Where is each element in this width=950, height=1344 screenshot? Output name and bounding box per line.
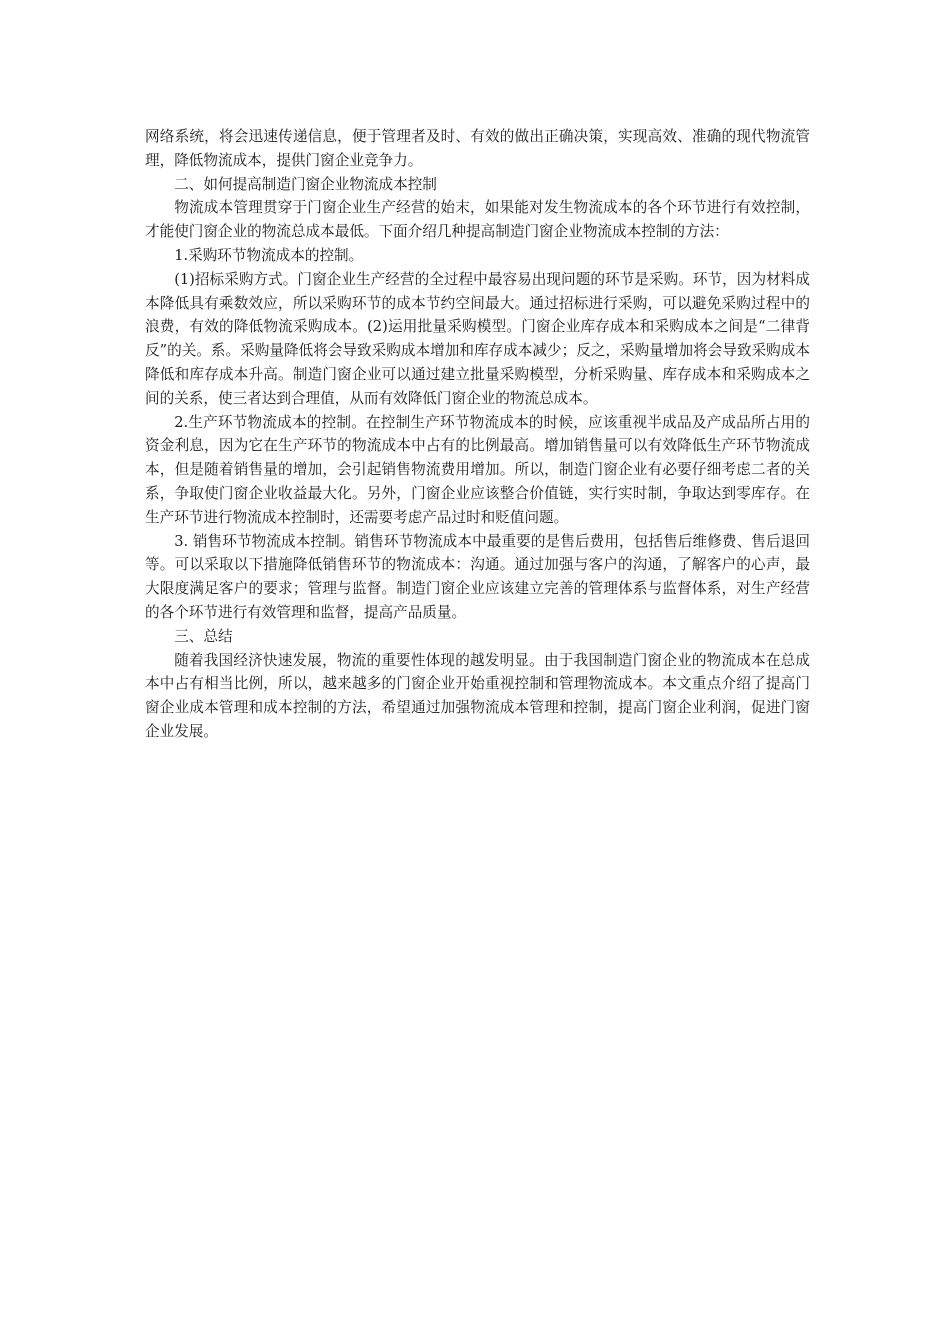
- subheading-procurement: 1.采购环节物流成本的控制。: [174, 246, 364, 264]
- section-heading-3: 三、总结: [174, 627, 233, 645]
- paragraph-intro: 物流成本管理贯穿于门窗企业生产经营的始末，如果能对发生物流成本的各个环节进行有效控制，才能使门窗企业的物流总成本最低。下面介绍几种提高制造门窗企业物流成本控制的方法：: [145, 199, 810, 241]
- paragraph-summary: 随着我国经济快速发展，物流的重要性体现的越发明显。由于我国制造门窗企业的物流成本在总成本中占有相当比例，所以，越来越多的门窗企业开始重视控制和管理物流成本。本文重点介绍了提高门窗企业成本管理和成本控制的方法，希望通过加强物流成本管理和控制，提高门窗企业利润，促进门窗企业发展。: [145, 651, 810, 740]
- paragraph-procurement: (1)招标采购方式。门窗企业生产经营的全过程中最容易出现问题的环节是采购。环节，因为材料成本降低具有乘数效应，所以采购环节的成本节约空间最大。通过招标进行采购，可以避免采购过程中的浪费，有效的降低物流采购成本。(2)运用批量采购模型。门窗企业库存成本和采购成本之间是“二律背反”的关。系。采购量降低将会导致采购成本增加和库存成本减少；反之，采购量增加将会导致采购成本降低和库存成本升高。制造门窗企业可以通过建立批量采购模型，分析采购量、库存成本和采购成本之间的关系，使三者达到合理值，从而有效降低门窗企业的物流总成本。: [145, 270, 810, 407]
- paragraph-production: 2.生产环节物流成本的控制。在控制生产环节物流成本的时候，应该重视半成品及产成品所占用的资金利息，因为它在生产环节的物流成本中占有的比例最高。增加销售量可以有效降低生产环节物流成本，但是随着销售量的增加，会引起销售物流费用增加。所以，制造门窗企业有必要仔细考虑二者的关系，争取使门窗企业收益最大化。另外，门窗企业应该整合价值链，实行实时制，争取达到零库存。在生产环节进行物流成本控制时，还需要考虑产品过时和贬值问题。: [145, 413, 810, 526]
- document-body: [145, 125, 810, 744]
- paragraph-sales: 3. 销售环节物流成本控制。销售环节物流成本中最重要的是售后费用，包括售后维修费、售后退回等。可以采取以下措施降低销售环节的物流成本：沟通。通过加强与客户的沟通，了解客户的心声，最大限度满足客户的要求；管理与监督。制造门窗企业应该建立完善的管理体系与监督体系，对生产经营的各个环节进行有效管理和监督，提高产品质量。: [145, 532, 810, 621]
- section-heading-2: 二、如何提高制造门窗企业物流成本控制: [174, 175, 437, 193]
- paragraph-continuation: 网络系统，将会迅速传递信息，便于管理者及时、有效的做出正确决策，实现高效、准确的现代物流管理，降低物流成本，提供门窗企业竞争力。: [145, 128, 810, 169]
